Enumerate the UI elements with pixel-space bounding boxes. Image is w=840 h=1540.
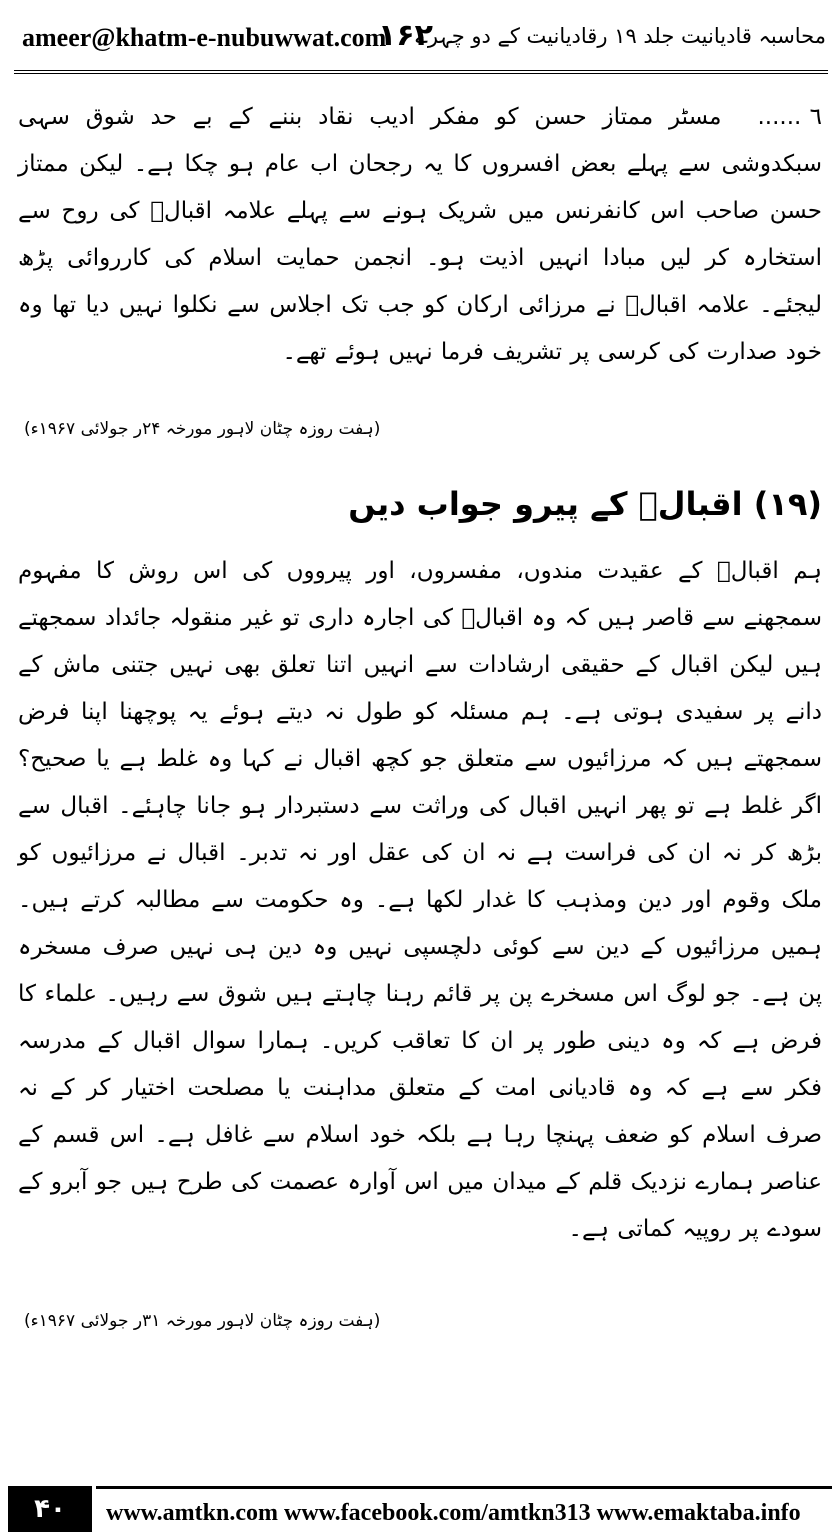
header-book-title: محاسبہ قادیانیت جلد ۱۹ رقادیانیت کے دو چہرے [415,24,826,48]
header-divider [14,70,828,74]
header-email: ameer@khatm-e-nubuwwat.com [22,23,387,52]
header-page-number: ۱۶۲ [378,18,433,53]
item-number: ٦ ...... [757,104,822,130]
item-6-citation: (ہفت روزہ چٹان لاہور مورخہ ۲۴ر جولائی ۱۹۶۷ء) [24,419,381,439]
item-6-paragraph [18,94,822,376]
section-19-heading: (۱۹) اقبالؒ کے پیرو جواب دیں [348,485,822,523]
item-6-text: مسٹر ممتاز حسن کو مفکر ادیب نقاد بننے کے بے حد شوق سہی سبکدوشی سے پہلے بعض افسروں کا یہ رجحان اب عام ہو چکا ہے۔ لیکن ممتاز حسن صاحب اس کانفرنس میں شریک ہونے سے پہلے علامہ اقبالؒ کی روح سے استخارہ کر لیں مبادا انہیں اذیت ہو۔ انجمن حمایت اسلام کی کارروائی پڑھ لیجئے۔ علامہ اقبالؒ نے مرزائی ارکان کو جب تک اجلاس سے نکلوا نہیں دیا تھا وہ خود صدارت کی کرسی پر تشریف فرما نہیں ہوئے تھے۔ [18,104,822,365]
footer-page-number: ۴۰ [8,1486,92,1532]
page-header [0,0,840,72]
section-19-paragraph: ہم اقبالؒ کے عقیدت مندوں، مفسروں، اور پیرووں کی اس روش کا مفہوم سمجھنے سے قاصر ہیں کہ وہ اقبالؒ کی اجارہ داری تو غیر منقولہ جائداد سمجھتے ہیں لیکن اقبال کے حقیقی ارشادات سے انہیں اتنا تعلق بھی نہیں جتنی ماش کے دانے پر سفیدی ہوتی ہے۔ ہم مسئلہ کو طول نہ دیتے ہوئے یہ پوچھنا اپنا فرض سمجھتے ہیں کہ مرزائیوں سے متعلق جو کچھ اقبال نے کہا وہ غلط ہے یا صحیح؟ اگر غلط ہے تو پھر انہیں اقبال کی وراثت سے دستبردار ہو جانا چاہئے۔ اقبال سے بڑھ کر نہ ان کی فراست ہے نہ ان کی عقل اور نہ تدبر۔ اقبال نے مرزائیوں کو ملک وقوم اور دین ومذہب کا غدار لکھا ہے۔ وہ حکومت سے مطالبہ کرتے ہیں۔ ہمیں مرزائیوں کے دین سے کوئی دلچسپی نہیں وہ دین ہی نہیں صرف مسخرہ پن ہے۔ جو لوگ اس مسخرے پن پر قائم رہنا چاہتے ہیں شوق سے رہیں۔ علماء کا فرض ہے کہ وہ دینی طور پر ان کا تعاقب کریں۔ ہمارا سوال اقبال کے مدرسہ فکر سے ہے کہ وہ قادیانی امت کے متعلق مداہنت یا مصلحت اختیار کر کے نہ صرف اسلام کو ضعف پہنچا رہا ہے بلکہ خود اسلام سے غافل ہے۔ اس قسم کے عناصر ہمارے نزدیک قلم کے میدان میں اس آوارہ عصمت کی طرح ہیں جو آبرو کے سودے پر روپیہ کماتی ہے۔ [18,558,822,1242]
section-19-citation: (ہفت روزہ چٹان لاہور مورخہ ۳۱ر جولائی ۱۹۶۷ء) [24,1311,381,1331]
footer-links: www.amtkn.com www.facebook.com/amtkn313 www.emaktaba.info [106,1500,801,1526]
